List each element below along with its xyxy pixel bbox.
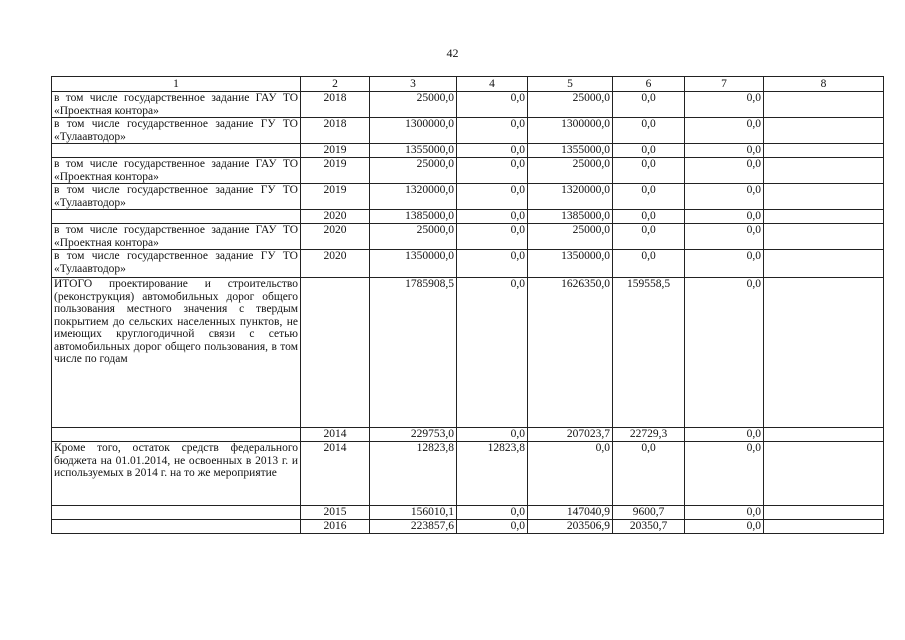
row-col5-value: 25000,0 xyxy=(528,224,613,250)
row-year: 2018 xyxy=(301,118,370,144)
row-col7-value: 0,0 xyxy=(685,506,764,520)
row-col8-value xyxy=(764,520,884,534)
row-col7-value: 0,0 xyxy=(685,224,764,250)
row-col4-value: 0,0 xyxy=(457,184,528,210)
row-col5-value: 1385000,0 xyxy=(528,210,613,224)
row-year: 2014 xyxy=(301,442,370,506)
row-description: в том числе государственное задание ГУ ТО «Тулаавтодор» xyxy=(52,118,301,144)
row-col7-value: 0,0 xyxy=(685,144,764,158)
row-col4-value: 0,0 xyxy=(457,144,528,158)
row-col8-value xyxy=(764,158,884,184)
table-row xyxy=(52,520,884,534)
row-col3-value: 25000,0 xyxy=(370,158,457,184)
row-col5-value: 25000,0 xyxy=(528,158,613,184)
row-col8-value xyxy=(764,210,884,224)
row-col7-value: 0,0 xyxy=(685,118,764,144)
row-col8-value xyxy=(764,224,884,250)
row-col8-value xyxy=(764,442,884,506)
row-col4-value: 0,0 xyxy=(457,224,528,250)
column-header-2: 2 xyxy=(301,77,370,92)
row-col5-value: 207023,7 xyxy=(528,428,613,442)
row-col8-value xyxy=(764,184,884,210)
row-col6-value: 0,0 xyxy=(613,144,685,158)
row-col4-value: 0,0 xyxy=(457,506,528,520)
row-col4-value: 0,0 xyxy=(457,428,528,442)
row-col4-value: 0,0 xyxy=(457,520,528,534)
row-year: 2020 xyxy=(301,210,370,224)
table-row xyxy=(52,278,884,428)
row-col3-value: 25000,0 xyxy=(370,92,457,118)
row-description: в том числе государственное задание ГАУ ТО «Проектная контора» xyxy=(52,224,301,250)
table-row xyxy=(52,428,884,442)
row-year: 2016 xyxy=(301,520,370,534)
row-col4-value: 0,0 xyxy=(457,250,528,278)
row-year: 2015 xyxy=(301,506,370,520)
table-row xyxy=(52,210,884,224)
row-col8-value xyxy=(764,506,884,520)
column-header-3: 3 xyxy=(370,77,457,92)
row-description: в том числе государственное задание ГУ ТО «Тулаавтодор» xyxy=(52,184,301,210)
row-col4-value: 0,0 xyxy=(457,278,528,428)
row-col8-value xyxy=(764,92,884,118)
row-col4-value: 12823,8 xyxy=(457,442,528,506)
column-header-4: 4 xyxy=(457,77,528,92)
row-col7-value: 0,0 xyxy=(685,442,764,506)
row-col6-value: 0,0 xyxy=(613,118,685,144)
row-description: в том числе государственное задание ГАУ ТО «Проектная контора» xyxy=(52,158,301,184)
column-header-1: 1 xyxy=(52,77,301,92)
row-description xyxy=(52,520,301,534)
row-description: ИТОГО проектирование и строительство (реконструкция) автомобильных дорог общего пользования местного значения с твердым покрытием до сельских населенных пунктов, не имеющих круглогодичной связи с сетью автомобильных дорог общего пользования, в том числе по годам xyxy=(52,278,301,428)
row-col3-value: 1300000,0 xyxy=(370,118,457,144)
row-col7-value: 0,0 xyxy=(685,92,764,118)
row-col3-value: 1785908,5 xyxy=(370,278,457,428)
row-col8-value xyxy=(764,250,884,278)
table-row xyxy=(52,224,884,250)
row-year xyxy=(301,278,370,428)
row-description: в том числе государственное задание ГАУ ТО «Проектная контора» xyxy=(52,92,301,118)
table-row xyxy=(52,158,884,184)
row-col6-value: 159558,5 xyxy=(613,278,685,428)
table-body xyxy=(52,77,884,534)
row-year: 2019 xyxy=(301,144,370,158)
column-header-6: 6 xyxy=(613,77,685,92)
row-col6-value: 0,0 xyxy=(613,442,685,506)
row-col6-value: 9600,7 xyxy=(613,506,685,520)
row-col7-value: 0,0 xyxy=(685,428,764,442)
row-col5-value: 1350000,0 xyxy=(528,250,613,278)
row-year: 2018 xyxy=(301,92,370,118)
table-row xyxy=(52,118,884,144)
column-header-5: 5 xyxy=(528,77,613,92)
row-year: 2020 xyxy=(301,250,370,278)
row-col3-value: 1350000,0 xyxy=(370,250,457,278)
budget-table xyxy=(51,76,884,534)
row-col5-value: 1300000,0 xyxy=(528,118,613,144)
row-col7-value: 0,0 xyxy=(685,158,764,184)
table-header-row xyxy=(52,77,884,92)
row-col8-value xyxy=(764,428,884,442)
row-col4-value: 0,0 xyxy=(457,92,528,118)
row-col7-value: 0,0 xyxy=(685,278,764,428)
table-row xyxy=(52,144,884,158)
row-col6-value: 0,0 xyxy=(613,92,685,118)
row-col6-value: 0,0 xyxy=(613,250,685,278)
row-col3-value: 25000,0 xyxy=(370,224,457,250)
row-col7-value: 0,0 xyxy=(685,210,764,224)
row-col3-value: 156010,1 xyxy=(370,506,457,520)
row-description xyxy=(52,428,301,442)
row-col3-value: 1355000,0 xyxy=(370,144,457,158)
row-description: в том числе государственное задание ГУ ТО «Тулаавтодор» xyxy=(52,250,301,278)
column-header-8: 8 xyxy=(764,77,884,92)
row-col6-value: 0,0 xyxy=(613,184,685,210)
row-col3-value: 12823,8 xyxy=(370,442,457,506)
row-col6-value: 0,0 xyxy=(613,158,685,184)
row-col7-value: 0,0 xyxy=(685,520,764,534)
row-description xyxy=(52,144,301,158)
row-col8-value xyxy=(764,118,884,144)
row-col5-value: 1626350,0 xyxy=(528,278,613,428)
row-description: Кроме того, остаток средств федерального бюджета на 01.01.2014, не освоенных в 2013 г. и используемых в 2014 г. на то же мероприятие xyxy=(52,442,301,506)
row-col5-value: 147040,9 xyxy=(528,506,613,520)
table-row xyxy=(52,250,884,278)
row-col7-value: 0,0 xyxy=(685,184,764,210)
row-col6-value: 0,0 xyxy=(613,224,685,250)
table-row xyxy=(52,442,884,506)
row-col5-value: 1320000,0 xyxy=(528,184,613,210)
table-row xyxy=(52,184,884,210)
row-col6-value: 20350,7 xyxy=(613,520,685,534)
row-col6-value: 0,0 xyxy=(613,210,685,224)
row-col5-value: 25000,0 xyxy=(528,92,613,118)
row-col8-value xyxy=(764,278,884,428)
row-col3-value: 1320000,0 xyxy=(370,184,457,210)
row-col3-value: 229753,0 xyxy=(370,428,457,442)
row-col4-value: 0,0 xyxy=(457,158,528,184)
row-col7-value: 0,0 xyxy=(685,250,764,278)
column-header-7: 7 xyxy=(685,77,764,92)
row-col5-value: 0,0 xyxy=(528,442,613,506)
row-description xyxy=(52,506,301,520)
table-row xyxy=(52,92,884,118)
row-year: 2019 xyxy=(301,184,370,210)
row-description xyxy=(52,210,301,224)
row-col4-value: 0,0 xyxy=(457,210,528,224)
row-col3-value: 1385000,0 xyxy=(370,210,457,224)
row-year: 2020 xyxy=(301,224,370,250)
row-year: 2014 xyxy=(301,428,370,442)
row-col3-value: 223857,6 xyxy=(370,520,457,534)
page-number: 42 xyxy=(446,46,459,60)
row-col8-value xyxy=(764,144,884,158)
row-year: 2019 xyxy=(301,158,370,184)
row-col6-value: 22729,3 xyxy=(613,428,685,442)
row-col4-value: 0,0 xyxy=(457,118,528,144)
table-row xyxy=(52,506,884,520)
row-col5-value: 1355000,0 xyxy=(528,144,613,158)
row-col5-value: 203506,9 xyxy=(528,520,613,534)
